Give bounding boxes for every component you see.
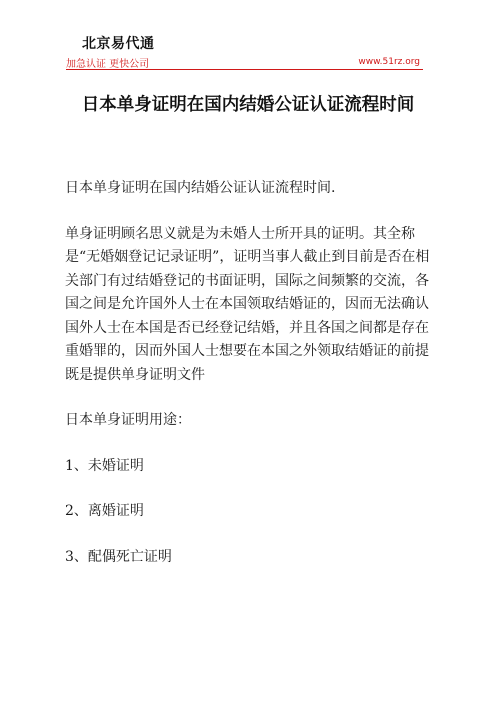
document-body <box>65 177 431 591</box>
header-divider <box>66 69 423 70</box>
intro-paragraph: 日本单身证明在国内结婚公证认证流程时间. <box>65 180 336 196</box>
list-item: 3、配偶死亡证明 <box>65 548 172 565</box>
list-item: 2、离婚证明 <box>65 503 144 519</box>
document-title: 日本单身证明在国内结婚公证认证流程时间 <box>81 95 415 115</box>
list-item: 1、未婚证明 <box>65 457 144 474</box>
site-url-link[interactable]: www.51rz.org <box>358 57 420 67</box>
page-header <box>0 0 496 80</box>
brand-tagline: 加急认证 更快公司 <box>66 59 150 70</box>
brand-name: 北京易代通 <box>82 36 155 52</box>
usage-heading: 日本单身证明用途： <box>65 412 191 428</box>
definition-paragraph: 单身证明顾名思义就是为未婚人士所开具的证明。其全称是“无婚姻登记记录证明”，证明当事人截止到目前是否在相关部门有过结婚登记的书面证明，国际之间频繁的交流，各国之间是允许国外人士在本国领取结婚证的，因而无法确认国外人士在本国是否已经登记结婚，并且各国之间都是存在重婚罪的，因而外国人士想要在本国之外领取结婚证的前提既是提供单身证明文件 <box>65 225 430 383</box>
